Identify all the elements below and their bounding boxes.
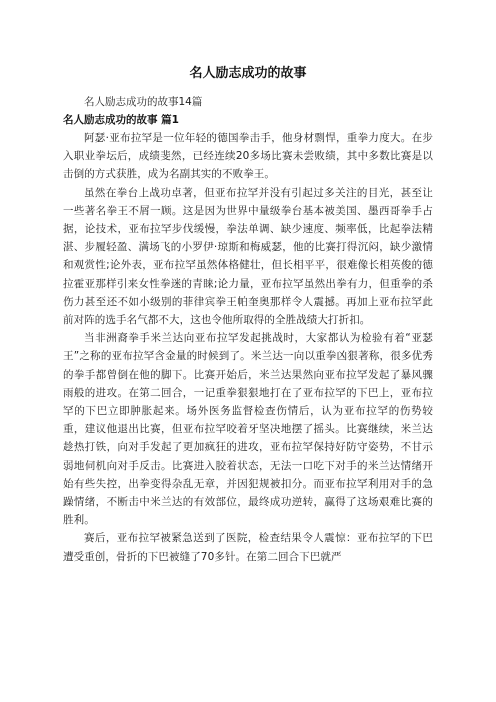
document-subtitle: 名人励志成功的故事14篇: [84, 96, 203, 108]
section-heading: 名人励志成功的故事 篇1: [63, 114, 179, 126]
paragraph-3: 当非洲裔拳手米兰达向亚布拉罕发起挑战时，大家都认为检验有着“亚瑟王”之称的亚布拉罕含金量的时候到了。米兰达一向以重拳凶狠著称，很多优秀的拳手都曾倒在他的脚下。比赛开始后，米兰达果然向亚布拉罕发起了暴风骤雨般的进攻。在第二回合，一记重拳狠狠地打在了亚布拉罕的下巴上，亚布拉罕的下巴立即肿胀起来。场外医务监督检查伤情后，认为亚布拉罕的伤势较重，建议他退出比赛，但亚布拉罕咬着牙坚决地摆了摇头。比赛继续，米兰达趁热打铁，向对手发起了更加疯狂的进攻，亚布拉罕保持好防守姿势，不甘示弱地伺机向对手反击。比赛进入胶着状态，无法一口吃下对手的米兰达情绪开始有些失控，出拳变得杂乱无章，并因犯规被扣分。而亚布拉罕利用对手的急躁情绪，不断击中米兰达的有效部位，最终成功逆转，赢得了这场艰难比赛的胜利。: [63, 332, 433, 527]
paragraph-1: 阿瑟·亚布拉罕是一位年轻的德国拳击手，他身材剽悍，重拳力度大。在步入职业拳坛后，成绩斐然，已经连续20多场比赛未尝败绩，其中多数比赛是以击倒的方式获胜，成为名副其实的不败拳王。: [63, 132, 433, 181]
document-title: 名人励志成功的故事: [189, 66, 307, 81]
paragraph-4: 赛后，亚布拉罕被紧急送到了医院，检查结果令人震惊：亚布拉罕的下巴遭受重创，骨折的下巴被缝了70多针。在第二回合下巴就严: [63, 532, 433, 563]
paragraph-2: 虽然在拳台上战功卓著，但亚布拉罕并没有引起过多关注的目光，甚至让一些著名拳王不屑一顾。这是因为世界中量级拳台基本被美国、墨西哥拳手占据，论技术，亚布拉罕步伐缓慢，拳法单调、缺少速度、频率低，比起拳法精湛、步履轻盈、满场飞的小罗伊·琼斯和梅威瑟，他的比赛打得沉闷，缺少激情和观赏性;论外表，亚布拉罕虽然体格健壮，但长相平平，很难像长相英俊的德拉霍亚那样引来女性拳迷的青睐;论力量，亚布拉罕虽然出拳有力，但重拳的杀伤力甚至还不如小级别的菲律宾拳王帕奎奥那样令人震撼。再加上亚布拉罕此前对阵的选手名气都不大，这也令他所取得的全胜战绩大打折扣。: [63, 186, 433, 327]
